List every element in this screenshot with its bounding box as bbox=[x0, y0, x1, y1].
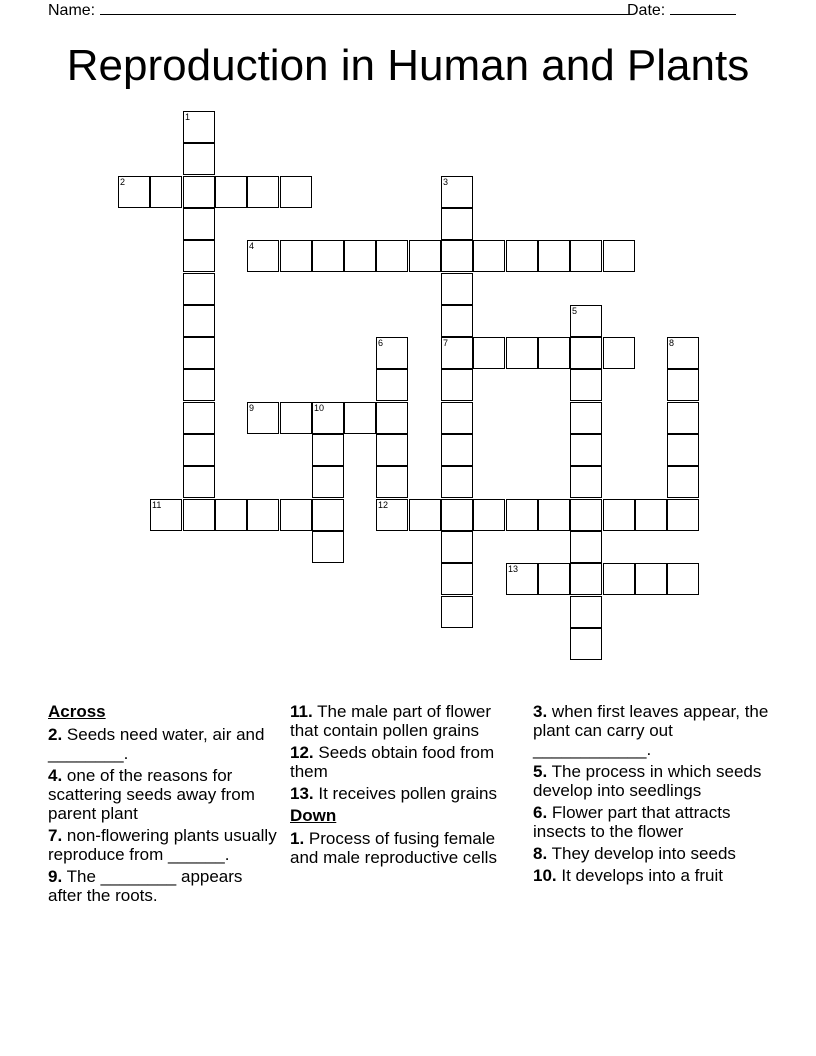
clues-column-1 bbox=[48, 702, 280, 908]
crossword-cell[interactable] bbox=[441, 402, 473, 434]
crossword-cell[interactable] bbox=[570, 499, 602, 531]
crossword-cell[interactable] bbox=[312, 466, 344, 498]
clue-across-4 bbox=[48, 766, 280, 823]
down-heading: Down bbox=[290, 806, 337, 825]
crossword-cell[interactable] bbox=[441, 596, 473, 628]
crossword-cell[interactable] bbox=[441, 305, 473, 337]
clue-number: 3. bbox=[533, 702, 548, 721]
crossword-cell[interactable] bbox=[441, 563, 473, 595]
clues-column-2 bbox=[290, 702, 522, 870]
clue-across-12 bbox=[290, 743, 522, 781]
clue-number: 7. bbox=[48, 826, 63, 845]
crossword-cell[interactable] bbox=[570, 337, 602, 369]
crossword-cell[interactable] bbox=[473, 240, 505, 272]
clue-down-8 bbox=[533, 844, 773, 863]
crossword-cell[interactable] bbox=[570, 563, 602, 595]
crossword-cell[interactable] bbox=[183, 499, 215, 531]
crossword-cell[interactable] bbox=[603, 499, 635, 531]
clue-text: one of the reasons for scattering seeds away from parent plant bbox=[48, 766, 255, 823]
crossword-cell[interactable] bbox=[538, 563, 570, 595]
crossword-cell[interactable] bbox=[538, 240, 570, 272]
clue-text: The process in which seeds develop into seedlings bbox=[533, 762, 762, 800]
crossword-cell[interactable] bbox=[183, 111, 215, 143]
crossword-cell[interactable] bbox=[183, 337, 215, 369]
crossword-cell[interactable] bbox=[473, 337, 505, 369]
crossword-cell[interactable] bbox=[215, 499, 247, 531]
crossword-cell[interactable] bbox=[376, 369, 408, 401]
clue-text: non-flowering plants usually reproduce from ______. bbox=[48, 826, 277, 864]
crossword-cell[interactable] bbox=[376, 240, 408, 272]
cell-number: 6 bbox=[378, 338, 384, 348]
date-label: Date: bbox=[627, 2, 666, 19]
crossword-cell[interactable] bbox=[570, 434, 602, 466]
crossword-cell[interactable] bbox=[312, 402, 344, 434]
clue-text: Flower part that attracts insects to the flower bbox=[533, 803, 731, 841]
crossword-cell[interactable] bbox=[538, 337, 570, 369]
clue-down-1 bbox=[290, 829, 522, 867]
page-title: Reproduction in Human and Plants bbox=[66, 41, 750, 90]
crossword-cell[interactable] bbox=[603, 240, 635, 272]
clue-number: 6. bbox=[533, 803, 548, 822]
crossword-cell[interactable] bbox=[473, 499, 505, 531]
crossword-cell[interactable] bbox=[183, 369, 215, 401]
cell-number: 9 bbox=[249, 403, 255, 413]
crossword-cell[interactable] bbox=[441, 337, 473, 369]
crossword-cell[interactable] bbox=[441, 176, 473, 208]
crossword-cell[interactable] bbox=[376, 499, 408, 531]
crossword-cell[interactable] bbox=[441, 466, 473, 498]
clue-across-11 bbox=[290, 702, 522, 740]
clue-down-3 bbox=[533, 702, 773, 759]
crossword-cell[interactable] bbox=[506, 240, 538, 272]
cell-number: 1 bbox=[185, 112, 191, 122]
crossword-cell[interactable] bbox=[247, 176, 279, 208]
crossword-cell[interactable] bbox=[247, 240, 279, 272]
clue-down-5 bbox=[533, 762, 773, 800]
clue-down-10 bbox=[533, 866, 773, 885]
crossword-cell[interactable] bbox=[376, 402, 408, 434]
clue-number: 5. bbox=[533, 762, 548, 781]
crossword-cell[interactable] bbox=[280, 499, 312, 531]
crossword-cell[interactable] bbox=[280, 240, 312, 272]
crossword-cell[interactable] bbox=[506, 499, 538, 531]
clue-text: It develops into a fruit bbox=[561, 866, 723, 885]
cell-number: 5 bbox=[572, 306, 578, 316]
clue-number: 10. bbox=[533, 866, 557, 885]
clue-number: 2. bbox=[48, 725, 63, 744]
crossword-cell[interactable] bbox=[441, 208, 473, 240]
clue-number: 12. bbox=[290, 743, 314, 762]
crossword-cell[interactable] bbox=[344, 402, 376, 434]
crossword-cell[interactable] bbox=[441, 369, 473, 401]
clue-text: Seeds need water, air and ________. bbox=[48, 725, 265, 763]
crossword-cell[interactable] bbox=[441, 531, 473, 563]
clue-across-2 bbox=[48, 725, 280, 763]
crossword-cell[interactable] bbox=[441, 273, 473, 305]
cell-number: 13 bbox=[508, 564, 519, 574]
crossword-cell[interactable] bbox=[667, 563, 699, 595]
crossword-cell[interactable] bbox=[344, 240, 376, 272]
crossword-cell[interactable] bbox=[183, 240, 215, 272]
crossword-cell[interactable] bbox=[409, 499, 441, 531]
crossword-cell[interactable] bbox=[150, 176, 182, 208]
crossword-cell[interactable] bbox=[215, 176, 247, 208]
crossword-cell[interactable] bbox=[667, 369, 699, 401]
clue-across-7 bbox=[48, 826, 280, 864]
clue-text: The male part of flower that contain pollen grains bbox=[290, 702, 491, 740]
crossword-cell[interactable] bbox=[603, 563, 635, 595]
clue-across-9 bbox=[48, 867, 280, 905]
clue-number: 13. bbox=[290, 784, 314, 803]
crossword-cell[interactable] bbox=[441, 499, 473, 531]
clues-column-3 bbox=[533, 702, 773, 888]
crossword-cell[interactable] bbox=[183, 402, 215, 434]
crossword-cell[interactable] bbox=[570, 305, 602, 337]
clue-number: 4. bbox=[48, 766, 63, 785]
across-heading: Across bbox=[48, 702, 106, 721]
crossword-cell[interactable] bbox=[667, 466, 699, 498]
crossword-cell[interactable] bbox=[538, 499, 570, 531]
clue-across-13 bbox=[290, 784, 522, 803]
clue-down-6 bbox=[533, 803, 773, 841]
crossword-cell[interactable] bbox=[183, 434, 215, 466]
cell-number: 3 bbox=[443, 177, 449, 187]
cell-number: 7 bbox=[443, 338, 449, 348]
crossword-cell[interactable] bbox=[150, 499, 182, 531]
crossword-cell[interactable] bbox=[409, 240, 441, 272]
crossword-cell[interactable] bbox=[635, 563, 667, 595]
crossword-cell[interactable] bbox=[506, 563, 538, 595]
crossword-cell[interactable] bbox=[183, 208, 215, 240]
crossword-cell[interactable] bbox=[280, 402, 312, 434]
crossword-cell[interactable] bbox=[635, 499, 667, 531]
crossword-cell[interactable] bbox=[183, 305, 215, 337]
crossword-cell[interactable] bbox=[183, 466, 215, 498]
crossword-cell[interactable] bbox=[183, 143, 215, 175]
cell-number: 10 bbox=[314, 403, 325, 413]
crossword-cell[interactable] bbox=[570, 466, 602, 498]
crossword-cell[interactable] bbox=[247, 499, 279, 531]
crossword-cell[interactable] bbox=[312, 434, 344, 466]
cell-number: 11 bbox=[152, 500, 162, 510]
crossword-cell[interactable] bbox=[376, 466, 408, 498]
crossword-cell[interactable] bbox=[506, 337, 538, 369]
crossword-cell[interactable] bbox=[376, 337, 408, 369]
crossword-cell[interactable] bbox=[118, 176, 150, 208]
clue-text: when first leaves appear, the plant can carry out ____________. bbox=[533, 702, 769, 759]
crossword-cell[interactable] bbox=[570, 531, 602, 563]
crossword-cell[interactable] bbox=[667, 434, 699, 466]
cell-number: 2 bbox=[120, 177, 126, 187]
clue-text: The ________ appears after the roots. bbox=[48, 867, 243, 905]
clue-text: Seeds obtain food from them bbox=[290, 743, 495, 781]
crossword-cell[interactable] bbox=[667, 499, 699, 531]
cell-number: 8 bbox=[669, 338, 675, 348]
crossword-cell[interactable] bbox=[183, 273, 215, 305]
clue-text: They develop into seeds bbox=[551, 844, 736, 863]
crossword-cell[interactable] bbox=[570, 369, 602, 401]
crossword-cell[interactable] bbox=[570, 596, 602, 628]
clue-number: 9. bbox=[48, 867, 63, 886]
crossword-cell[interactable] bbox=[376, 434, 408, 466]
crossword-cell[interactable] bbox=[441, 240, 473, 272]
name-label: Name: bbox=[48, 2, 96, 19]
crossword-cell[interactable] bbox=[312, 531, 344, 563]
crossword-cell[interactable] bbox=[441, 434, 473, 466]
clue-text: It receives pollen grains bbox=[318, 784, 497, 803]
crossword-cell[interactable] bbox=[570, 402, 602, 434]
crossword-cell[interactable] bbox=[603, 337, 635, 369]
crossword-cell[interactable] bbox=[570, 628, 602, 660]
crossword-cell[interactable] bbox=[570, 240, 602, 272]
crossword-cell[interactable] bbox=[312, 240, 344, 272]
crossword-cell[interactable] bbox=[312, 499, 344, 531]
clue-number: 1. bbox=[290, 829, 305, 848]
cell-number: 4 bbox=[249, 241, 255, 251]
crossword-cell[interactable] bbox=[667, 402, 699, 434]
crossword-cell[interactable] bbox=[183, 176, 215, 208]
crossword-cell[interactable] bbox=[667, 337, 699, 369]
clue-number: 8. bbox=[533, 844, 548, 863]
clue-text: Process of fusing female and male reproductive cells bbox=[290, 829, 497, 867]
crossword-cell[interactable] bbox=[280, 176, 312, 208]
cell-number: 12 bbox=[378, 500, 389, 510]
crossword-cell[interactable] bbox=[247, 402, 279, 434]
clue-number: 11. bbox=[290, 702, 313, 721]
